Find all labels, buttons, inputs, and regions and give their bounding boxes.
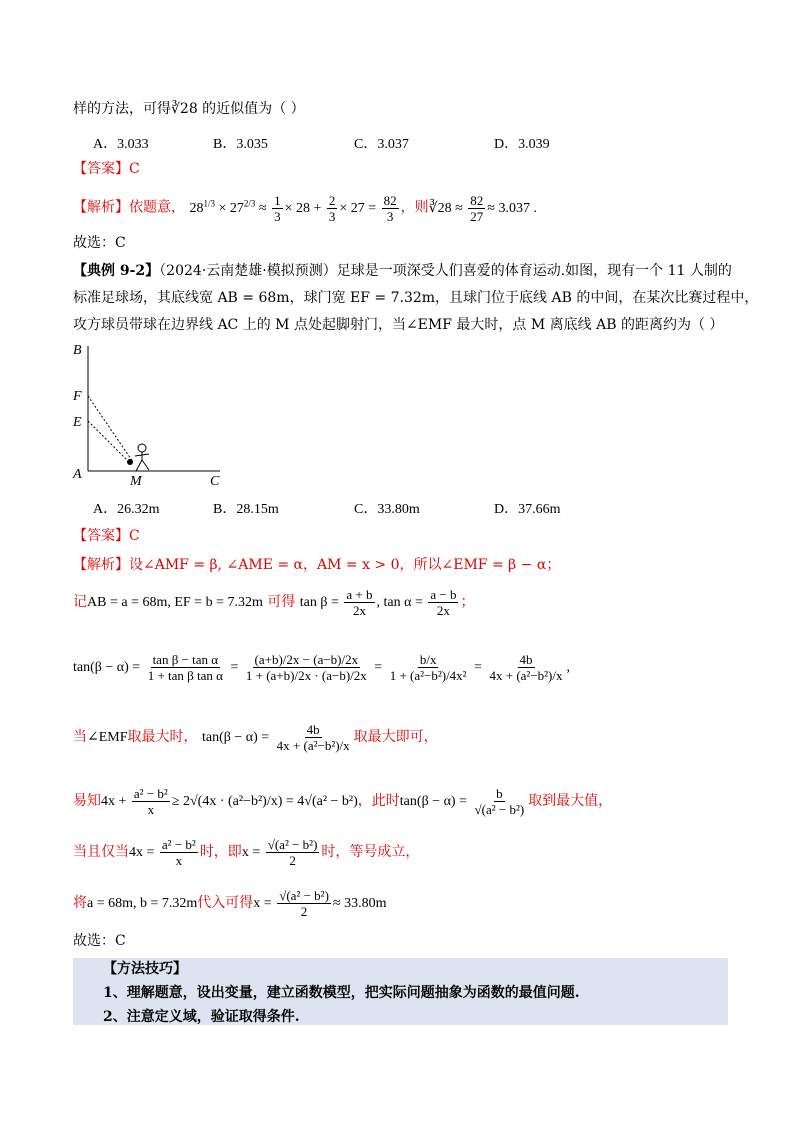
example-answer: 【答案】C	[73, 528, 140, 544]
analysis-step-6: 将a = 68m, b = 7.32m代入可得x = $\frac{\text{√(a² − b²)}}{2}$ ≈ 33.80m	[73, 888, 387, 920]
label-b: B	[73, 343, 82, 358]
example-option-c: C．33.80m	[354, 502, 420, 517]
question-stem: 样的方法，可得∛28 的近似值为（ ）	[73, 101, 305, 117]
soccer-field-figure	[70, 338, 230, 488]
tips-title: 【方法技巧】	[103, 961, 187, 977]
line-em	[88, 421, 131, 464]
analysis-step-2: 记AB = a = 68m, EF = b = 7.32m 可得 tan β = $\frac{a + b}{2x}$ , tan α = $\frac{a - b}{2x}$ ；	[73, 587, 475, 619]
answer-label: 【答案】	[73, 161, 129, 177]
example-source: （2024·云南楚雄·模拟预测）	[159, 263, 337, 279]
formula: $28^{1/3} \times 27^{2/3}$ ≈ $\frac{1}{3}$ × 28 + $\frac{2}{3}$ × 27 = $\frac{82}{3}$	[189, 192, 397, 224]
tip-item-1: 1、理解题意，设出变量，建立函数模型，把实际问题抽象为函数的最值问题.	[103, 985, 580, 1001]
example-option-b: B．28.15m	[213, 502, 279, 517]
example-conclusion: 故选：C	[73, 933, 126, 949]
tan-difference-formula: tan(β − α) = $\frac{\text{tan β − tan α}}{\text{1 + tan β tan α}}$ = $\frac{(a+b)/2x - (a-b)/2x}{1 + (a+b)/2x \cdot (a-b)/2x}$ = $\frac{b/x}{\text{1 + (a²−b²)/4x²}}$ = $\frac{4b}{\text{4x + (a²−b²)/x}}$ ,	[73, 652, 570, 684]
analysis-label: 【解析】	[73, 199, 129, 216]
label-c: C	[210, 474, 220, 488]
option-c: C．3.037	[354, 137, 409, 152]
answer-line	[73, 160, 140, 178]
player-icon	[135, 444, 149, 471]
option-b: B．3.035	[213, 137, 268, 152]
analysis-step-4: 易知4x + $\frac{\text{a² − b²}}{x}$ ≥ 2√(4x · (a²−b²)/x) = 4√(a² − b²)，此时tan(β − α) = $\frac{b}{\text{√(a² − b²)}}$ 取到最大值，	[73, 786, 613, 818]
analysis-step-1: 【解析】设∠AMF = β, ∠AME = α，AM = x > 0，所以∠EMF = β − α；	[73, 557, 561, 573]
example-option-d: D．37.66m	[494, 502, 561, 517]
tip-item-2: 2、注意定义域，验证取得条件.	[103, 1009, 300, 1025]
option-a: A．3.033	[93, 137, 149, 152]
conclusion: 故选：C	[73, 235, 126, 251]
example-line-1: 【典例 9-2】（2024·云南楚雄·模拟预测）足球是一项深受人们喜爱的体育运动.如图，现有一个 11 人制的	[73, 263, 732, 279]
analysis-step-3: 当∠EMF取最大时， tan(β − α) = $\frac{4b}{\text{4x + (a²−b²)/x}}$ 取最大即可，	[73, 722, 438, 754]
analysis-line: 【解析】依题意， $28^{1/3} \times 27^{2/3}$ ≈ $\frac{1}{3}$ × 28 + $\frac{2}{3}$ × 27 = $\frac{82}{3}$ ，则∛28 ≈ $\frac{82}{27}$ ≈ 3.037 .	[73, 192, 537, 224]
answer-value: C	[129, 161, 140, 177]
line-fm	[88, 396, 133, 462]
label-e: E	[73, 415, 82, 430]
example-line-3: 攻方球员带球在边界线 AC 上的 M 点处起脚射门，当∠EMF 最大时，点 M 离底线 AB 的距离约为（ ）	[73, 317, 724, 333]
label-f: F	[73, 389, 82, 404]
label-m: M	[130, 474, 142, 488]
analysis-step-5: 当且仅当4x = $\frac{\text{a² − b²}}{x}$ 时，即x = $\frac{\text{√(a² − b²)}}{2}$ 时，等号成立，	[73, 837, 420, 869]
example-line-2: 标准足球场，其底线宽 AB = 68m，球门宽 EF = 7.32m，且球门位于底线 AB 的中间，在某次比赛过程中，	[73, 290, 759, 306]
example-tag: 【典例 9-2】	[73, 263, 160, 279]
option-d: D．3.039	[494, 137, 550, 152]
label-a: A	[73, 467, 82, 482]
ball	[127, 459, 133, 465]
example-option-a: A．26.32m	[93, 502, 160, 517]
